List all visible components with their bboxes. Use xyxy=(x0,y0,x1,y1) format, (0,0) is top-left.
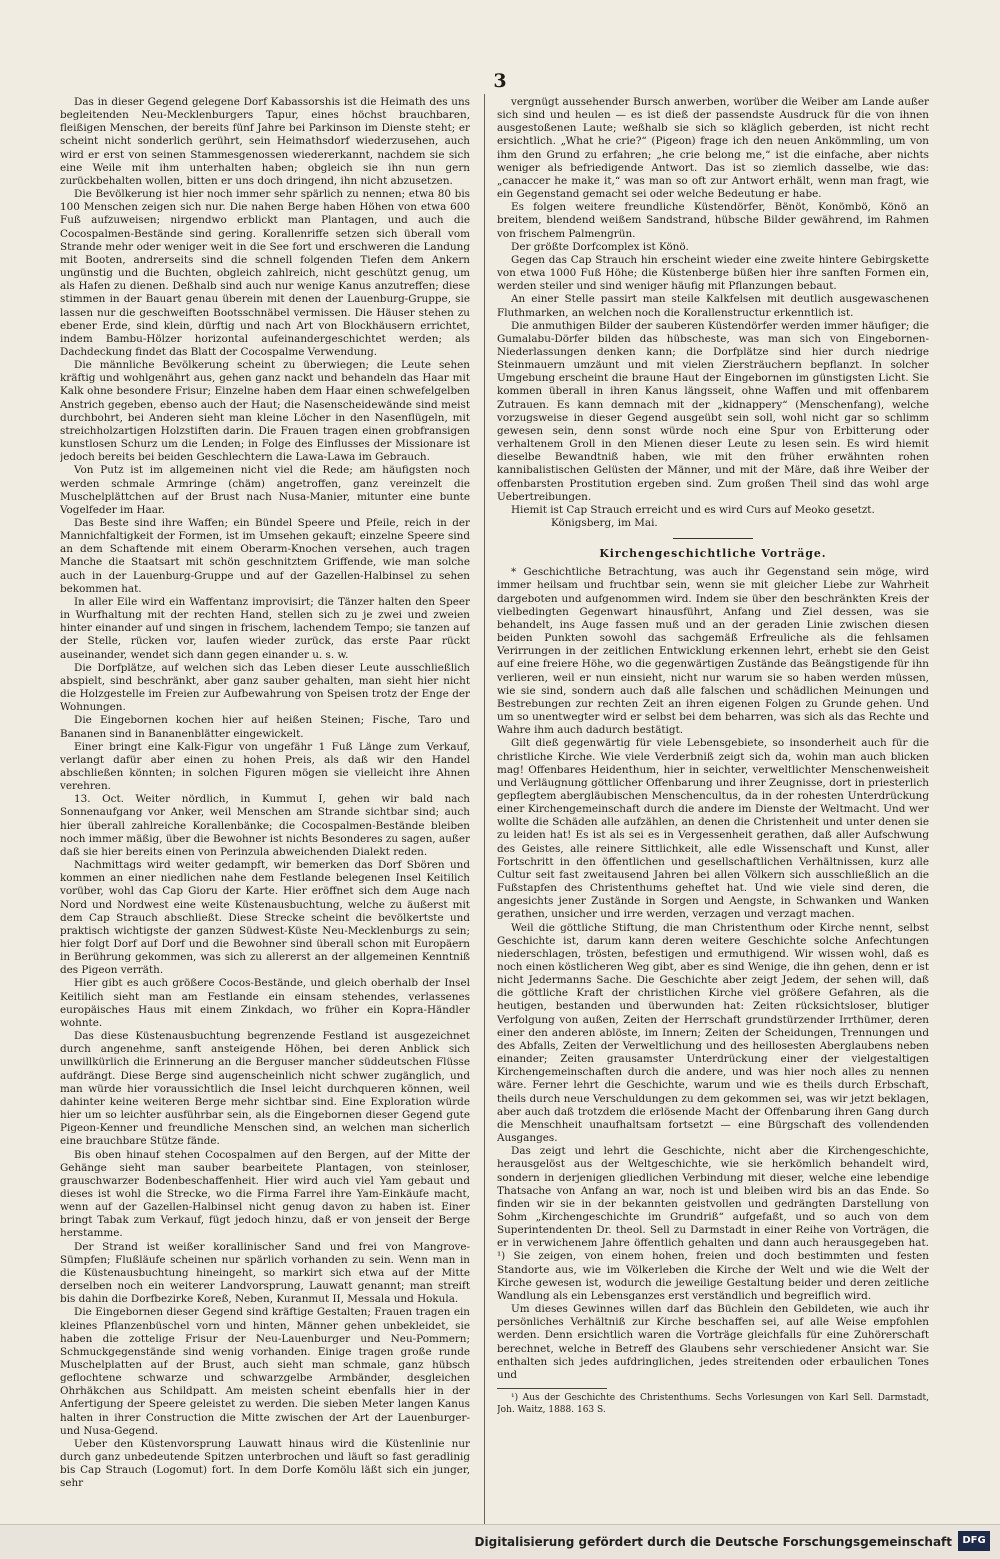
column-divider xyxy=(484,94,485,1524)
paragraph: Das in dieser Gegend gelegene Dorf Kabassorshis ist die Heimath des uns begleitenden Neu-Mecklenburgers Tapur, eines höchst brauchbaren, fleißigen Menschen, der bereits fünf Jahre bei Parkinson im Dienste steht; er scheint nicht sonderlich gerührt, sein Heimathsdorf wiederzusehen, auch wird er erst von seinen Stammesgenossen wiedererkannt, nachdem sie sich eine Weile mit ihm unterhalten haben; obgleich sie ihn nun gern zurückbehalten wollen, bitten er uns doch dringend, ihn nicht abzusetzen. xyxy=(60,96,470,187)
paragraph: 13. Oct. Weiter nördlich, in Kummut I, gehen wir bald nach Sonnenaufgang vor Anker, weil Menschen am Strande sichtbar sind; auch hier überall zahlreiche Korallenbänke; die Cocospalmen-Bestände bleiben noch immer mäßig, über die Bewohner ist nichts Besonderes zu sagen, außer daß sie hier bereits einen von Perinzula abweichenden Dialekt reden. xyxy=(60,793,470,858)
paragraph: Der Strand ist weißer korallinischer Sand und frei von Mangrove-Sümpfen; Flußläufe scheinen nur spärlich vorhanden zu sein. Wenn man in die Küstenausbuchtung hineingeht, so markirt sich etwa auf der Mitte derselben noch ein weiterer Landvorsprung, Lauwatt genannt; man streift bis dahin die Dorfbezirke Koreß, Neben, Kuranmut II, Messala und Hokula. xyxy=(60,1240,470,1306)
paragraph: Hier gibt es auch größere Cocos-Bestände, und gleich oberhalb der Insel Keitilich sieht man am Festlande ein einsam stehendes, verlassenes europäisches Haus mit einem Zinkdach, wo früher ein Kopra-Händler wohnte. xyxy=(60,977,470,1029)
paragraph: Nachmittags wird weiter gedampft, wir bemerken das Dorf Sbören und kommen an einer niedlichen nahe dem Festlande belegenen Insel Keitilich vorüber, wohl das Cap Gioru der Karte. Hier eröffnet sich dem Auge nach Nord und Nordwest eine weite Küstenausbuchtung, welche zu äußerst mit dem Cap Strauch abschließt. Diese Strecke scheint die bevölkertste und praktisch wichtigste der ganzen Südwest-Küste Neu-Mecklenburgs zu sein; hier folgt Dorf auf Dorf und die Bewohner sind überall schon mit Europäern in Berührung gekommen, was sich zu allererst an der allgemeinen Kenntniß des Pigeon verräth. xyxy=(60,859,470,977)
section-separator xyxy=(673,538,753,539)
funding-credit: Digitalisierung gefördert durch die Deutsche Forschungsgemeinschaft xyxy=(474,1535,952,1549)
page-number: 3 xyxy=(493,70,507,92)
paragraph: Hiemit ist Cap Strauch erreicht und es wird Curs auf Meoko gesetzt. xyxy=(511,503,875,516)
footnote: ¹) Aus der Geschichte des Christenthums. Sechs Vorlesungen von Karl Sell. Darmstadt, Joh. Waitz, 1888. 163 S. xyxy=(497,1393,929,1415)
paragraph: Von Putz ist im allgemeinen nicht viel die Rede; am häufigsten noch werden schmale Armringe (chäm) angetroffen, ganz vereinzelt die Muschelplättchen auf der Brust nach Nusa-Manier, mitunter eine bunte Vogelfeder im Haar. xyxy=(60,464,470,516)
paragraph: Bis oben hinauf stehen Cocospalmen auf den Bergen, auf der Mitte der Gehänge sieht man sauber bearbeitete Plantagen, von steinloser, grauschwarzer Bodenbeschaffenheit. Hier wird auch viel Yam gebaut und dieses ist wohl die Strecke, wo die Firma Farrel ihre Yam-Einkäufe macht, wenn auf der Gazellen-Halbinsel nicht genug davon zu haben ist. Einer bringt Tabak zum Verkauf, fügt jedoch hinzu, daß er von jenseit der Berge herstamme. xyxy=(60,1148,470,1240)
paragraph: Es folgen weitere freundliche Küstendörfer, Bënöt, Konömbö, Könö an breitem, blendend weißem Sandstrand, hübsche Bilder gewährend, im Rahmen von frischem Palmengrün. xyxy=(497,201,929,240)
paragraph: Gegen das Cap Strauch hin erscheint wieder eine zweite hintere Gebirgskette von etwa 1000 Fuß Höhe; die Küstenberge büßen hier ihre sanften Formen ein, werden steiler und sind weniger häufig mit Pflanzungen bebaut. xyxy=(497,253,929,293)
digitization-footer xyxy=(0,1524,1000,1559)
paragraph: Die Bevölkerung ist hier noch immer sehr spärlich zu nennen; etwa 80 bis 100 Menschen zeigen sich nur. Die nahen Berge haben Höhen von etwa 600 Fuß aufzuweisen; nirgendwo erblickt man Plantagen, und auch die Cocospalmen-Bestände sind gering. Korallenriffe setzen sich überall vom Strande mehr oder weniger weit in die See fort und erschweren die Landung mit Booten, andrerseits sind die schnell folgenden Tiefen dem Ankern ungünstig und die Buchten, obgleich zahlreich, nicht geschützt genug, um als Hafen zu dienen. Deßhalb sind auch nur wenige Kanus anzutreffen; diese stimmen in der Bauart genau überein mit denen der Lauenburg-Gruppe, sie lassen nur die geschweiften Bootsschnäbel vermissen. Die Häuser stehen zu ebener Erde, sind klein, dürftig und nach Art von Blockhäusern errichtet, indem Bambu-Hölzer horizontal aufeinandergeschichtet werden; als Dachdeckung findet das Blatt der Cocospalme Verwendung. xyxy=(60,188,470,358)
dateline: Königsberg, im Mai. xyxy=(551,517,658,529)
paragraph: Der größte Dorfcomplex ist Könö. xyxy=(511,240,689,253)
paragraph: * Geschichtliche Betrachtung, was auch ihr Gegenstand sein möge, wird immer heilsam und fruchtbar sein, wenn sie mit gleicher Liebe zur Wahrheit dargeboten und aufgenommen wird. Indem sie über den beschränkten Kreis der vielbedingten Gegenwart hinausführt, Anfang und Ziel dessen, was sie behandelt, ins Auge fassen muß und an der geraden Linie zwischen diesen beiden Punkten sowohl das sachgemäß Erfreuliche als die fehlsamen Verirrungen in der zeitlichen Entwicklung erkennen lehrt, erhebt sie den Geist auf eine freiere Höhe, wo die gegenwärtigen Zustände das Beängstigende für ihn verlieren, weil er nun einsieht, nicht nur warum sie so haben werden müssen, wie sie sind, sondern auch daß alle falschen und schädlichen Meinungen und Bestrebungen zur rechten Zeit an ihren eigenen Folgen zu Grunde gehen. Und um so unentwegter wird er selbst bei dem beharren, was sich als das Rechte und Wahre ihm auch dadurch bestätigt. xyxy=(497,566,929,737)
paragraph: Weil die göttliche Stiftung, die man Christenthum oder Kirche nennt, selbst Geschichte ist, darum kann deren weitere Geschichte solche Anfechtungen niederschlagen, trösten, befestigen und ermuthigend. Wir wissen wohl, daß es noch einen köstlicheren Weg gibt, aber es sind Wenige, die ihn gehen, denn er ist nicht Jedermanns Sache. Die Geschichte aber zeigt Jedem, der sehen will, daß die göttliche Kraft der christlichen Kirche viel größere Gefahren, als die heutigen, bestanden und überwunden hat: Zeiten rücksichtsloser, blutiger Verfolgung von außen, Zeiten der Herrschaft grundstürzender Irrthümer, deren einer den anderen ablöste, im Innern; Zeiten der Scheidungen, Trennungen und des Abfalls, Zeiten der Verweltlichung und des heillosesten Aberglaubens neben einander; Zeiten grausamster Unterdrückung einer der vielgestaltigen Kirchengemeinschaften durch die andere, und was hier noch alles zu nennen wäre. Ferner lehrt die Geschichte, warum und wie es theils durch Erbschaft, theils durch neue Verschuldungen zu dem gekommen sei, was wir jetzt beklagen, aber auch daß trotzdem die erlösende Macht der Offenbarung ihren Gang durch die Menschheit unaufhaltsam fortsetzt — eine Bürgschaft des vollendenden Ausganges. xyxy=(497,921,929,1145)
paragraph: Die Eingebornen dieser Gegend sind kräftige Gestalten; Frauen tragen ein kleines Pflanzenbüschel vorn und hinten, Männer gehen unbekleidet, sie haben die zottelige Frisur der Neu-Lauenburger und Neu-Pommern; Schmuckgegenstände sind wenig vorhanden. Einige tragen große runde Muschelplatten auf der Brust, auch sieht man schmale, ganz hübsch geflochtene schwarze und schwarzgelbe Armbänder, desgleichen Ohrhäkchen aus Schildpatt. Am meisten scheint ebenfalls hier in der Anfertigung der Speere geleistet zu werden. Die sieben Meter langen Kanus halten in ihrer Construction die Mitte zwischen der Art der Lauenburger- und Nusa-Gegend. xyxy=(60,1306,470,1437)
right-column xyxy=(497,96,929,1521)
left-column xyxy=(60,96,470,1521)
paragraph: Ueber den Küstenvorsprung Lauwatt hinaus wird die Küstenlinie nur durch ganz unbedeutende Spitzen unterbrochen und läuft so fast geradlinig bis Cap Strauch (Logomut) fort. In dem Dorfe Komölu läßt sich ein junger, sehr xyxy=(60,1437,470,1490)
paragraph: In aller Eile wird ein Waffentanz improvisirt; die Tänzer halten den Speer in Wurfhaltung mit der rechten Hand, stellen sich zu je zwei und zweien hinter einander auf und singen in frischem, lachendem Tempo; sie tanzen auf der Stelle, rücken vor, laufen wieder zurück, das erste Paar rückt auseinander, wendet sich dann gegen einander u. s. w. xyxy=(60,595,470,661)
paragraph: An einer Stelle passirt man steile Kalkfelsen mit deutlich ausgewaschenen Fluthmarken, an welchen noch die Korallenstructur erkenntlich ist. xyxy=(497,293,929,319)
paragraph: Um dieses Gewinnes willen darf das Büchlein den Gebildeten, wie auch ihr persönliches Verhältniß zur Kirche beschaffen sei, auf alle Weise empfohlen werden. Denn ersichtlich waren die Vorträge gleichfalls für eine Zuhörerschaft berechnet, welche in Betreff des Glaubens sehr verschiedener Ansicht war. Sie enthalten sich jedes aufdringlichen, jedes streitenden oder erbaulichen Tones und xyxy=(497,1303,929,1381)
paragraph: Die Eingebornen kochen hier auf heißen Steinen; Fische, Taro und Bananen sind in Bananenblätter eingewickelt. xyxy=(60,714,470,740)
paragraph: Das diese Küstenausbuchtung begrenzende Festland ist ausgezeichnet durch angenehme, sanft ansteigende Höhen, bei deren Anblick sich unwillkürlich die Erinnerung an die Berguser mancher süddeutschen Flüsse aufdrängt. Diese Berge sind augenscheinlich nicht schwer zugänglich, und man würde hier voraussichtlich die Insel leicht durchqueren können, weil dahinter keine weiteren Berge mehr sichtbar sind. Eine Exploration würde hier um so leichter ausführbar sein, als die Eingebornen dieser Gegend gute Pigeon-Kenner und freundliche Menschen sind, an welchen man sicherlich eine brauchbare Stütze fände. xyxy=(60,1030,470,1148)
paragraph: Die anmuthigen Bilder der sauberen Küstendörfer werden immer häufiger; die Gumalabu-Dörfer bilden das hübscheste, was man sich von Eingebornen-Niederlassungen denken kann; die Dorfplätze sind hier durch niedrige Steinmauern umzäunt und mit vielen Ziersträuchern bepflanzt. In solcher Umgebung erscheint die braune Haut der Eingebornen im günstigsten Licht. Sie kommen überall in ihren Kanus längsseit, ohne Waffen und mit offenbarem Zutrauen. Es kann demnach mit der „kidnappery“ (Menschenfang), welche vorzugsweise in dieser Gegend ausgeübt sein soll, wohl nicht gar so schlimm gewesen sein, denn sonst würde noch eine Spur von Erbitterung oder verhaltenem Groll in den Mienen dieser Leute zu lesen sein. Es wird hiemit dieselbe Bewandtniß haben, wie mit den früher erwähnten rohen kannibalistischen Gelüsten der Männer, und mit der Märe, daß ihre Weiber der offenbarsten Prostitution ergeben sind. Zum großen Theil sind das wohl arge Uebertreibungen. xyxy=(497,319,929,503)
paragraph: Die Dorfplätze, auf welchen sich das Leben dieser Leute ausschließlich abspielt, sind beschränkt, aber ganz sauber gehalten, man sieht hier nicht die Holzgestelle im Freien zur Aufbewahrung von Speisen trotz der Enge der Wohnungen. xyxy=(60,661,470,714)
paragraph: Die männliche Bevölkerung scheint zu überwiegen; die Leute sehen kräftig und wohlgenährt aus, gehen ganz nackt und behandeln das Haar mit Kalk ohne besondere Frisur; Einzelne haben dem Haar einen schwefelgelben Anstrich gegeben, ebenso auch der Haut; die Nasenscheidewände sind meist durchbohrt, bei Anderen sieht man kleine Löcher in den Nasenflügeln, mit streichholzartigen Holzstiften darin. Die Frauen tragen einen grobfransigen kunstlosen Schurz um die Lenden; in Folge des Einflusses der Missionare ist jedoch bereits bei beiden Geschlechtern die Lawa-Lawa im Gebrauch. xyxy=(60,359,470,464)
section-title: Kirchengeschichtliche Vorträge. xyxy=(599,547,827,561)
paragraph: Gilt dieß gegenwärtig für viele Lebensgebiete, so insonderheit auch für die christliche Kirche. Wie viele Verderbniß zeigt sich da, wohin man auch blicken mag! Offenbares Heidenthum, hier in seichter, verweltlichter Menschenweisheit und Verläugnung göttlicher Offenbarung und ihrer Zeugnisse, dort in priesterlich gepflegtem abergläubischen Menschencultus, da in der rohesten Unterdrückung einer Kirchengemeinschaft durch die andere im Dienste der Weltmacht. Und wer wollte die Schäden alle aufzählen, an denen die Christenheit und unter denen sie zu leiden hat! Es ist als sei es in Vergessenheit gerathen, daß aller Aufschwung des Geistes, alle reinere Sittlichkeit, alle edle Wissenschaft und Kunst, aller Fortschritt in den öffentlichen und gesellschaftlichen Verhältnissen, kurz alle Cultur seit fast zweitausend Jahren bei allen Völkern sich ausschließlich an die Fußstapfen des Christenthums geheftet hat. Und wie viele sind deren, die angesichts jener Zustände in Sorgen und Aengste, in Schwanken und Wanken gerathen, unsicher und irre werden, verzagen und verzagt machen. xyxy=(497,737,929,921)
dfg-logo: DFG xyxy=(958,1531,990,1551)
paragraph: Das zeigt und lehrt die Geschichte, nicht aber die Kirchengeschichte, herausgelöst aus der Weltgeschichte, wie sie herkömlich behandelt wird, sondern in derjenigen gliedlichen Verbindung mit dieser, welche eine lebendige Thatsache von Anfang an war, noch ist und bleiben wird bis an das Ende. So finden wir sie in der bekannten geistvollen und gedrängten Darstellung von Sohm „Kirchengeschichte im Grundriß“ aufgefaßt, und so auch von dem Superintendenten Dr. theol. Sell zu Darmstadt in einer Reihe von Vorträgen, die er in verwichenem Jahre öffentlich gehalten und dann auch herausgegeben hat. ¹) Sie zeigen, von einem hohen, freien und doch bestimmten und festen Standorte aus, wie im Völkerleben die Kirche der Welt und wie die Welt der Kirche gewesen ist, wodurch die jeweilige Gestaltung beider und deren zeitliche Wandlung als ein Lebensganzes erst verständlich und begreiflich wird. xyxy=(497,1145,929,1302)
paragraph: Einer bringt eine Kalk-Figur von ungefähr 1 Fuß Länge zum Verkauf, verlangt dafür aber einen zu hohen Preis, als daß wir den Handel abschließen könnten; in solchen Figuren mögen sie vielleicht ihre Ahnen verehren. xyxy=(60,740,470,793)
paragraph: vergnügt aussehender Bursch anwerben, worüber die Weiber am Lande außer sich sind und heulen — es ist dieß der passendste Ausdruck für die von ihnen ausgestoßenen Laute; weßhalb sie sich so kläglich geberden, ist nicht recht ersichtlich. „What he crie?“ (Pigeon) frage ich den neuen Ankömmling, um von ihm den Grund zu erfahren; „he crie belong me,“ ist die einfache, aber nichts weniger als befriedigende Antwort. Das ist so ziemlich dasselbe, wie das: „canaccer he make it,“ was man so oft zur Antwort erhält, wenn man fragt, wie ein Gegenstand gemacht sei oder welche Bedeutung er habe. xyxy=(497,96,929,201)
paragraph: Das Beste sind ihre Waffen; ein Bündel Speere und Pfeile, reich in der Mannichfaltigkeit der Formen, ist im Umsehen gekauft; einzelne Speere sind an dem Schaftende mit einem Oberarm-Knochen versehen, auch tragen Manche die Staatsart mit schön geschnitztem Griffende, wie man solche auch in der Lauenburg-Gruppe und auf der Gazellen-Halbinsel zu sehen bekommen hat. xyxy=(60,517,470,595)
footnote-rule xyxy=(497,1388,607,1389)
